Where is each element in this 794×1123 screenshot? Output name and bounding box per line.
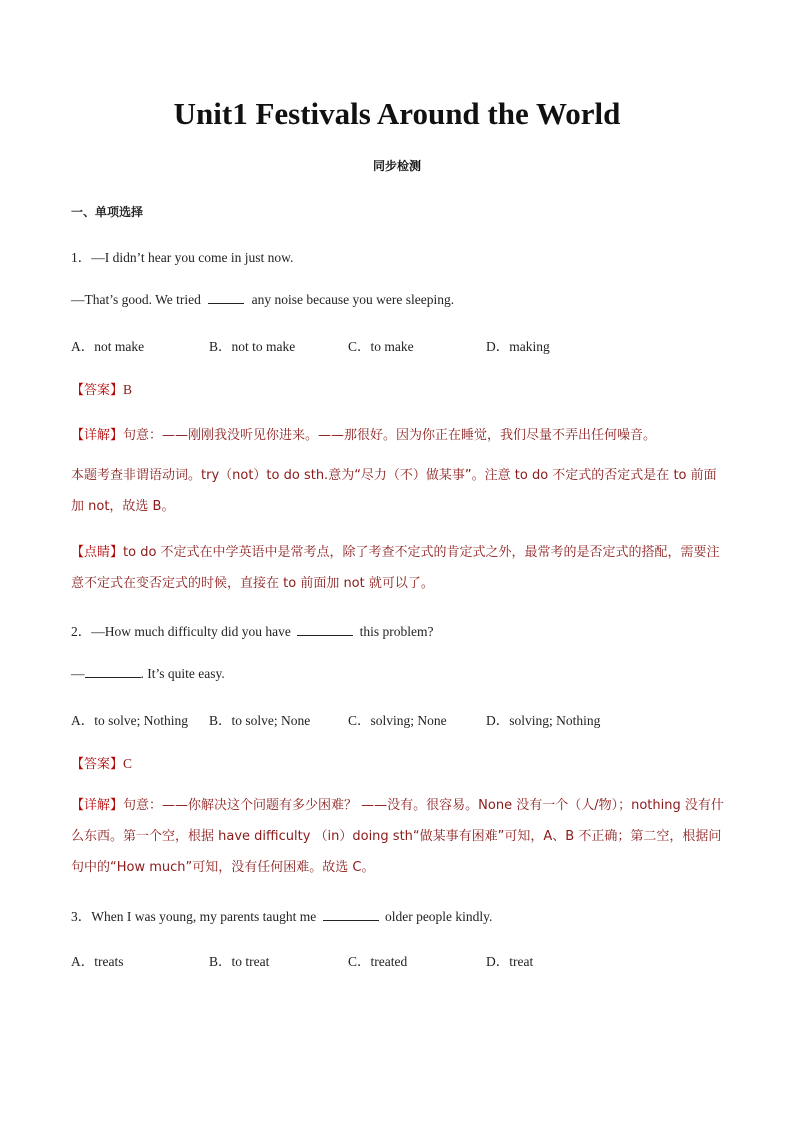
q2-option-a: A．to solve; Nothing: [71, 713, 188, 728]
q1-answer: [71, 379, 132, 398]
q2-option-c: C．solving; None: [348, 713, 447, 728]
q1-explanation: 本题考查非谓语动词。try（not）to do sth.意为“尽力（不）做某事”。注意 to do 不定式的否定式是在 to 前面加 not，故选 B。: [71, 468, 717, 514]
q1-option-d: D．making: [486, 339, 550, 354]
q1-detail-tag: 【详解】: [71, 428, 124, 443]
q2-stem: [71, 620, 433, 640]
q2-answer: [71, 753, 132, 772]
q2-blank-2: [85, 665, 141, 678]
document-title: Unit1 Festivals Around the World: [173, 96, 621, 131]
q3-option-c: C．treated: [348, 954, 408, 969]
q1-reply-end: any noise because you were sleeping.: [251, 292, 455, 307]
q1-note-text: to do 不定式在中学英语中是常考点，除了考查不定式的肯定式之外，最常考的是否定式的搭配，需要注意不定式在变否定式的时候，直接在 to 前面加 not 就可以了。: [71, 545, 720, 591]
q2-detail: [71, 790, 726, 883]
q1-detail-text: 句意：——刚刚我没听见你进来。——那很好。因为你正在睡觉，我们尽量不弄出任何噪音。: [123, 428, 657, 443]
q3-option-b: B．to treat: [209, 954, 270, 969]
document-subtitle: 同步检测: [372, 159, 421, 173]
q2-reply-start: —: [71, 666, 85, 681]
q1-answer-value: B: [123, 382, 133, 397]
q2-answer-value: C: [123, 756, 133, 771]
q3-stem-start: 3．When I was young, my parents taught me: [71, 909, 317, 924]
q2-reply-end: . It’s quite easy.: [140, 666, 225, 681]
q2-blank-1: [297, 623, 353, 636]
q2-option-b: B．to solve; None: [209, 713, 311, 728]
q1-blank: [208, 291, 244, 304]
q2-stem-start: 2．—How much difficulty did you have: [71, 624, 291, 639]
q1-note-tag: 【点睛】: [71, 545, 124, 560]
q1-answer-tag: 【答案】: [71, 383, 124, 398]
q1-option-c: C．to make: [348, 339, 414, 354]
q2-answer-tag: 【答案】: [71, 757, 124, 772]
section-heading: 一、单项选择: [71, 205, 144, 219]
q2-reply: [71, 665, 225, 682]
q2-stem-end: this problem?: [359, 624, 434, 639]
q1-detail: [71, 424, 656, 443]
q1-reply-start: —That’s good. We tried: [71, 292, 201, 307]
q3-option-d: D．treat: [486, 954, 534, 969]
q1-note: [71, 537, 726, 599]
q2-detail-tag: 【详解】: [71, 798, 124, 813]
q3-option-a: A．treats: [71, 954, 124, 969]
q3-stem-end: older people kindly.: [384, 909, 493, 924]
q1-stem: 1．—I didn’t hear you come in just now.: [71, 250, 294, 265]
q3-blank: [323, 908, 379, 921]
q2-option-d: D．solving; Nothing: [486, 713, 601, 728]
q2-detail-text: 句意：——你解决这个问题有多少困难？ ——没有。很容易。None 没有一个（人/物）；nothing 没有什么东西。第一个空，根据 have difficulty （in）doing sth“做某事有困难”可知，A、B 不正确；第二空，根据问句中的“How much”可知，没有任何困难。故选 C。: [71, 798, 724, 875]
q1-option-a: A．not make: [71, 339, 145, 354]
q3-stem: [71, 905, 492, 925]
q1-option-b: B．not to make: [209, 339, 296, 354]
q1-reply: [71, 291, 454, 308]
